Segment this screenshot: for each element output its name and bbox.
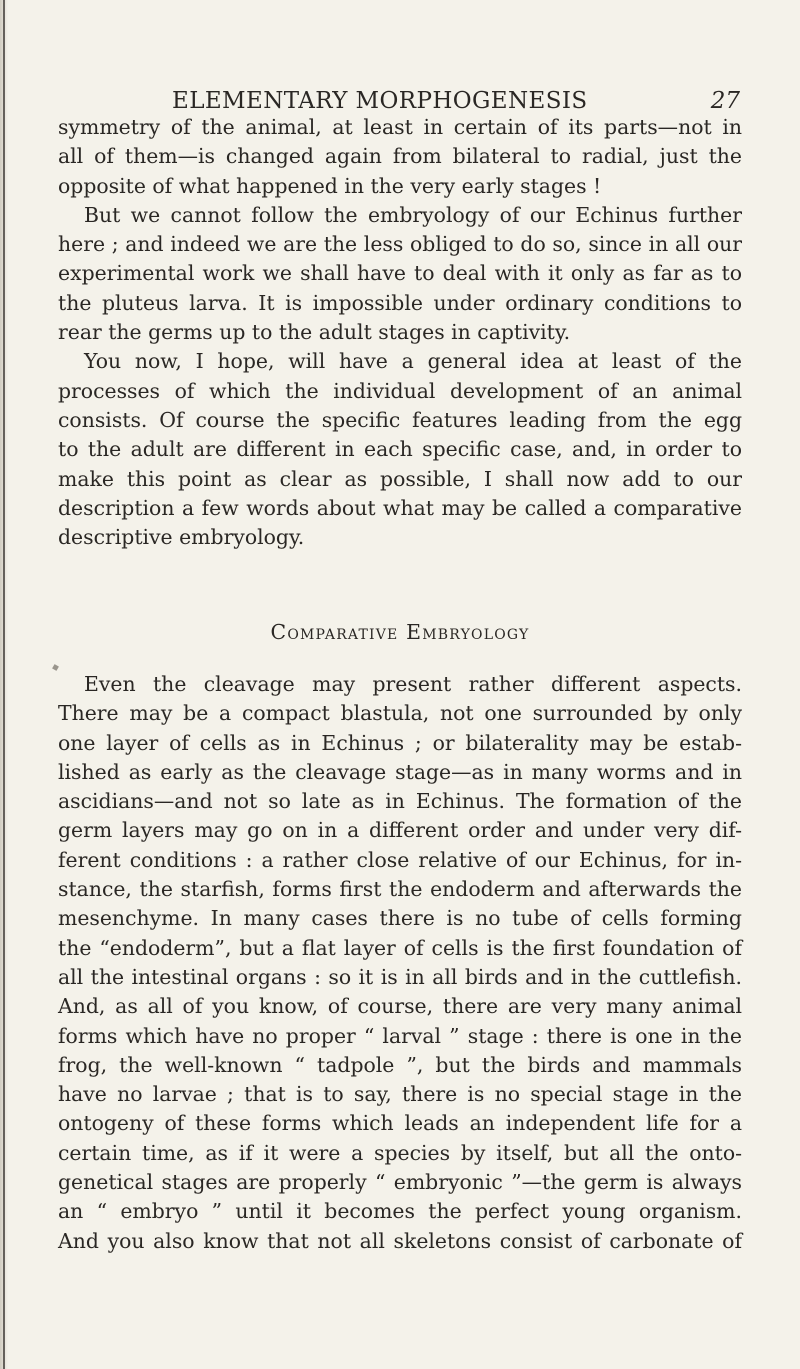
text-line: genetical stages are properly “ embryonic ”—the germ is always [58,1170,742,1195]
page-binding-line [3,0,5,1369]
text-line: And you also know that not all skeletons consist of carbonate of [58,1228,742,1253]
text-line: consists. Of course the specific features leading from the egg [58,407,742,432]
text-line: have no larvae ; that is to say, there is no special stage in the [58,1082,742,1107]
text-line: processes of which the individual development of an animal [58,378,742,403]
page-number: 27 [710,88,740,114]
text-line: lished as early as the cleavage stage—as in many worms and in [58,759,742,784]
text-line: frog, the well-known “ tadpole ”, but the birds and mammals [58,1052,742,1077]
text-line: forms which have no proper “ larval ” stage : there is one in the [58,1023,742,1048]
text-line: certain time, as if it were a species by itself, but all the onto- [58,1140,742,1165]
text-line: an “ embryo ” until it becomes the perfect young organism. [58,1199,742,1224]
text-line: symmetry of the animal, at least in certain of its parts—not in [58,115,742,139]
text-line: one layer of cells as in Echinus ; or bilaterality may be estab- [58,730,742,755]
text-line: mesenchyme. In many cases there is no tube of cells forming [58,906,742,931]
text-line: to the adult are different in each specific case, and, in order to [58,437,742,462]
text-line: experimental work we shall have to deal with it only as far as to [58,261,742,286]
text-line: here ; and indeed we are the less obliged to do so, since in all our [58,232,742,257]
text-line: germ layers may go on in a different order and under very dif- [58,818,742,843]
text-line: ontogeny of these forms which leads an independent life for a [58,1111,742,1136]
text-line: description a few words about what may be called a comparative [58,495,742,520]
text-line: stance, the starfish, forms first the endoderm and afterwards the [58,877,742,902]
text-line: You now, I hope, will have a general idea at least of the [84,349,742,374]
paragraph-block-comparative [58,670,742,1256]
text-line: ferent conditions : a rather close relative of our Echinus, for in- [58,847,742,872]
section-heading: Comparative Embryology [270,620,530,644]
text-line: descriptive embryology. [58,525,305,550]
text-line: opposite of what happened in the very early stages ! [58,173,602,198]
text-line: ascidians—and not so late as in Echinus. The formation of the [58,789,742,814]
text-line: the pluteus larva. It is impossible under ordinary conditions to [58,290,742,315]
text-line: Even the cleavage may present rather different aspects. [84,672,742,696]
running-title: ELEMENTARY MORPHOGENESIS [172,88,588,114]
text-line: And, as all of you know, of course, there are very many animal [58,994,742,1019]
text-line: rear the germs up to the adult stages in captivity. [58,320,571,345]
paragraph-block-pluteus [58,113,742,552]
text-line: all the intestinal organs : so it is in all birds and in the cuttlefish. [58,964,742,989]
text-line: make this point as clear as possible, I shall now add to our [58,466,742,491]
text-line: But we cannot follow the embryology of our Echinus further [84,202,742,227]
text-line: the “endoderm”, but a flat layer of cells is the first foundation of [58,935,742,960]
text-line: There may be a compact blastula, not one surrounded by only [58,701,742,726]
text-line: all of them—is changed again from bilateral to radial, just the [58,144,742,169]
